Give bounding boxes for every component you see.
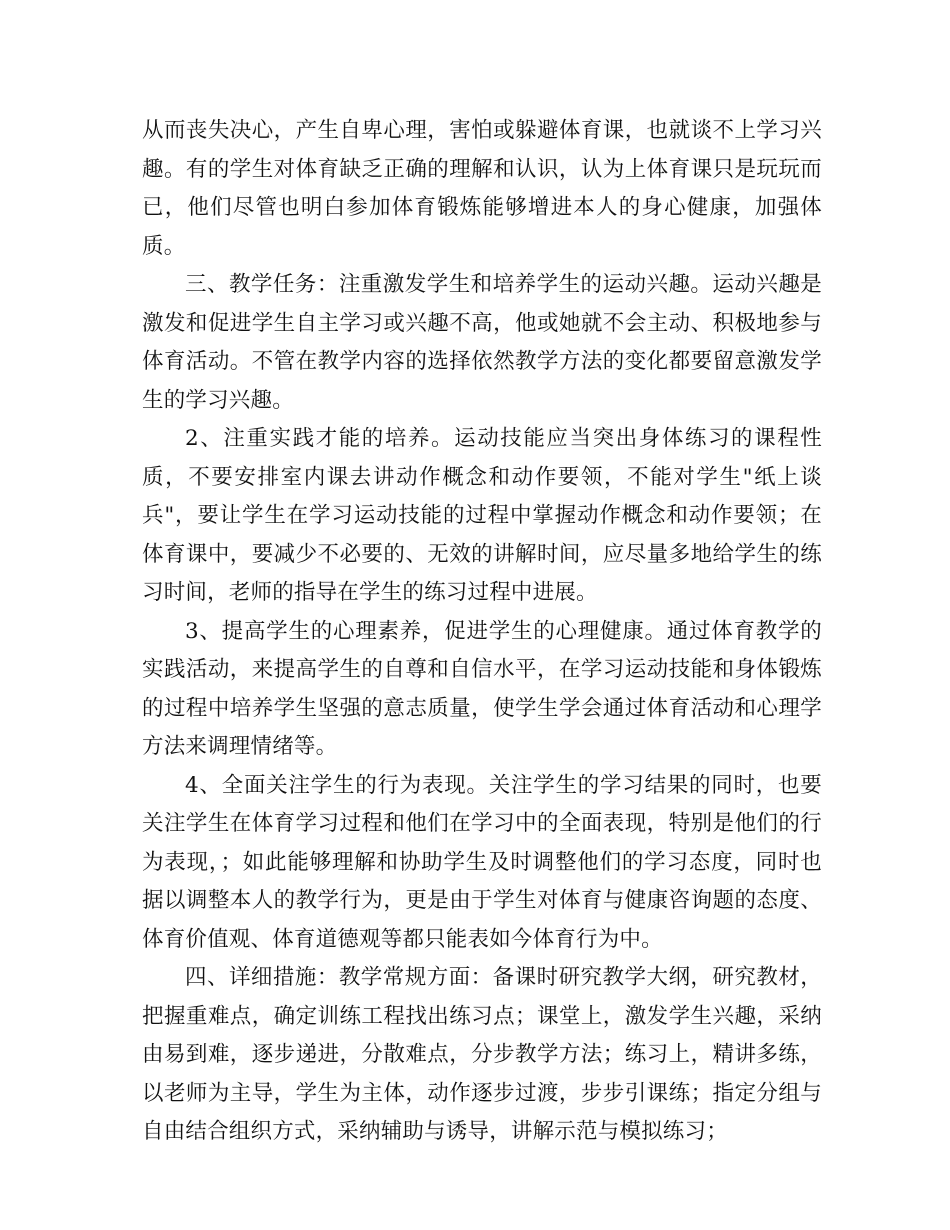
paragraph-teaching-tasks: 三、教学任务：注重激发学生和培养学生的运动兴趣。运动兴趣是激发和促进学生自主学习或兴趣不高，他或她就不会主动、积极地参与体育活动。不管在教学内容的选择依然教学方法的变化都要留意激发学生的学习兴趣。 [142, 272, 822, 413]
paragraph-practice-skills: 2、注重实践才能的培养。运动技能应当突出身体练习的课程性质，不要安排室内课去讲动作概念和动作要领，不能对学生"纸上谈兵"，要让学生在学习运动技能的过程中掌握动作概念和动作要领；在体育课中，要减少不必要的、无效的讲解时间，应尽量多地给学生的练习时间，老师的指导在学生的练习过程中进展。 [142, 426, 822, 605]
body-text [142, 112, 822, 1152]
paragraph-measures: 四、详细措施：教学常规方面：备课时研究教学大纲，研究教材，把握重难点，确定训练工程找出练习点；课堂上，激发学生兴趣，采纳由易到难，逐步递进，分散难点，分步教学方法；练习上，精讲多练，以老师为主导，学生为主体，动作逐步过渡，步步引课练；指定分组与自由结合组织方式，采纳辅助与诱导，讲解示范与模拟练习； [142, 965, 822, 1144]
paragraph-behavior: 4、全面关注学生的行为表现。关注学生的学习结果的同时，也要关注学生在体育学习过程和他们在学习中的全面表现，特别是他们的行为表现，；如此能够理解和协助学生及时调整他们的学习态度，同时也据以调整本人的教学行为，更是由于学生对体育与健康咨询题的态度、体育价值观、体育道德观等都只能表如今体育行为中。 [142, 772, 822, 952]
paragraph-psychological-quality: 3、提高学生的心理素养，促进学生的心理健康。通过体育教学的实践活动，来提高学生的自尊和自信水平，在学习运动技能和身体锻炼的过程中培养学生坚强的意志质量，使学生学会通过体育活动和心理学方法来调理情绪等。 [142, 618, 822, 759]
paragraph-continuation: 从而丧失决心，产生自卑心理，害怕或躲避体育课，也就谈不上学习兴趣。有的学生对体育缺乏正确的理解和认识，认为上体育课只是玩玩而已，他们尽管也明白参加体育锻炼能够增进本人的身心健康，加强体质。 [142, 118, 822, 259]
